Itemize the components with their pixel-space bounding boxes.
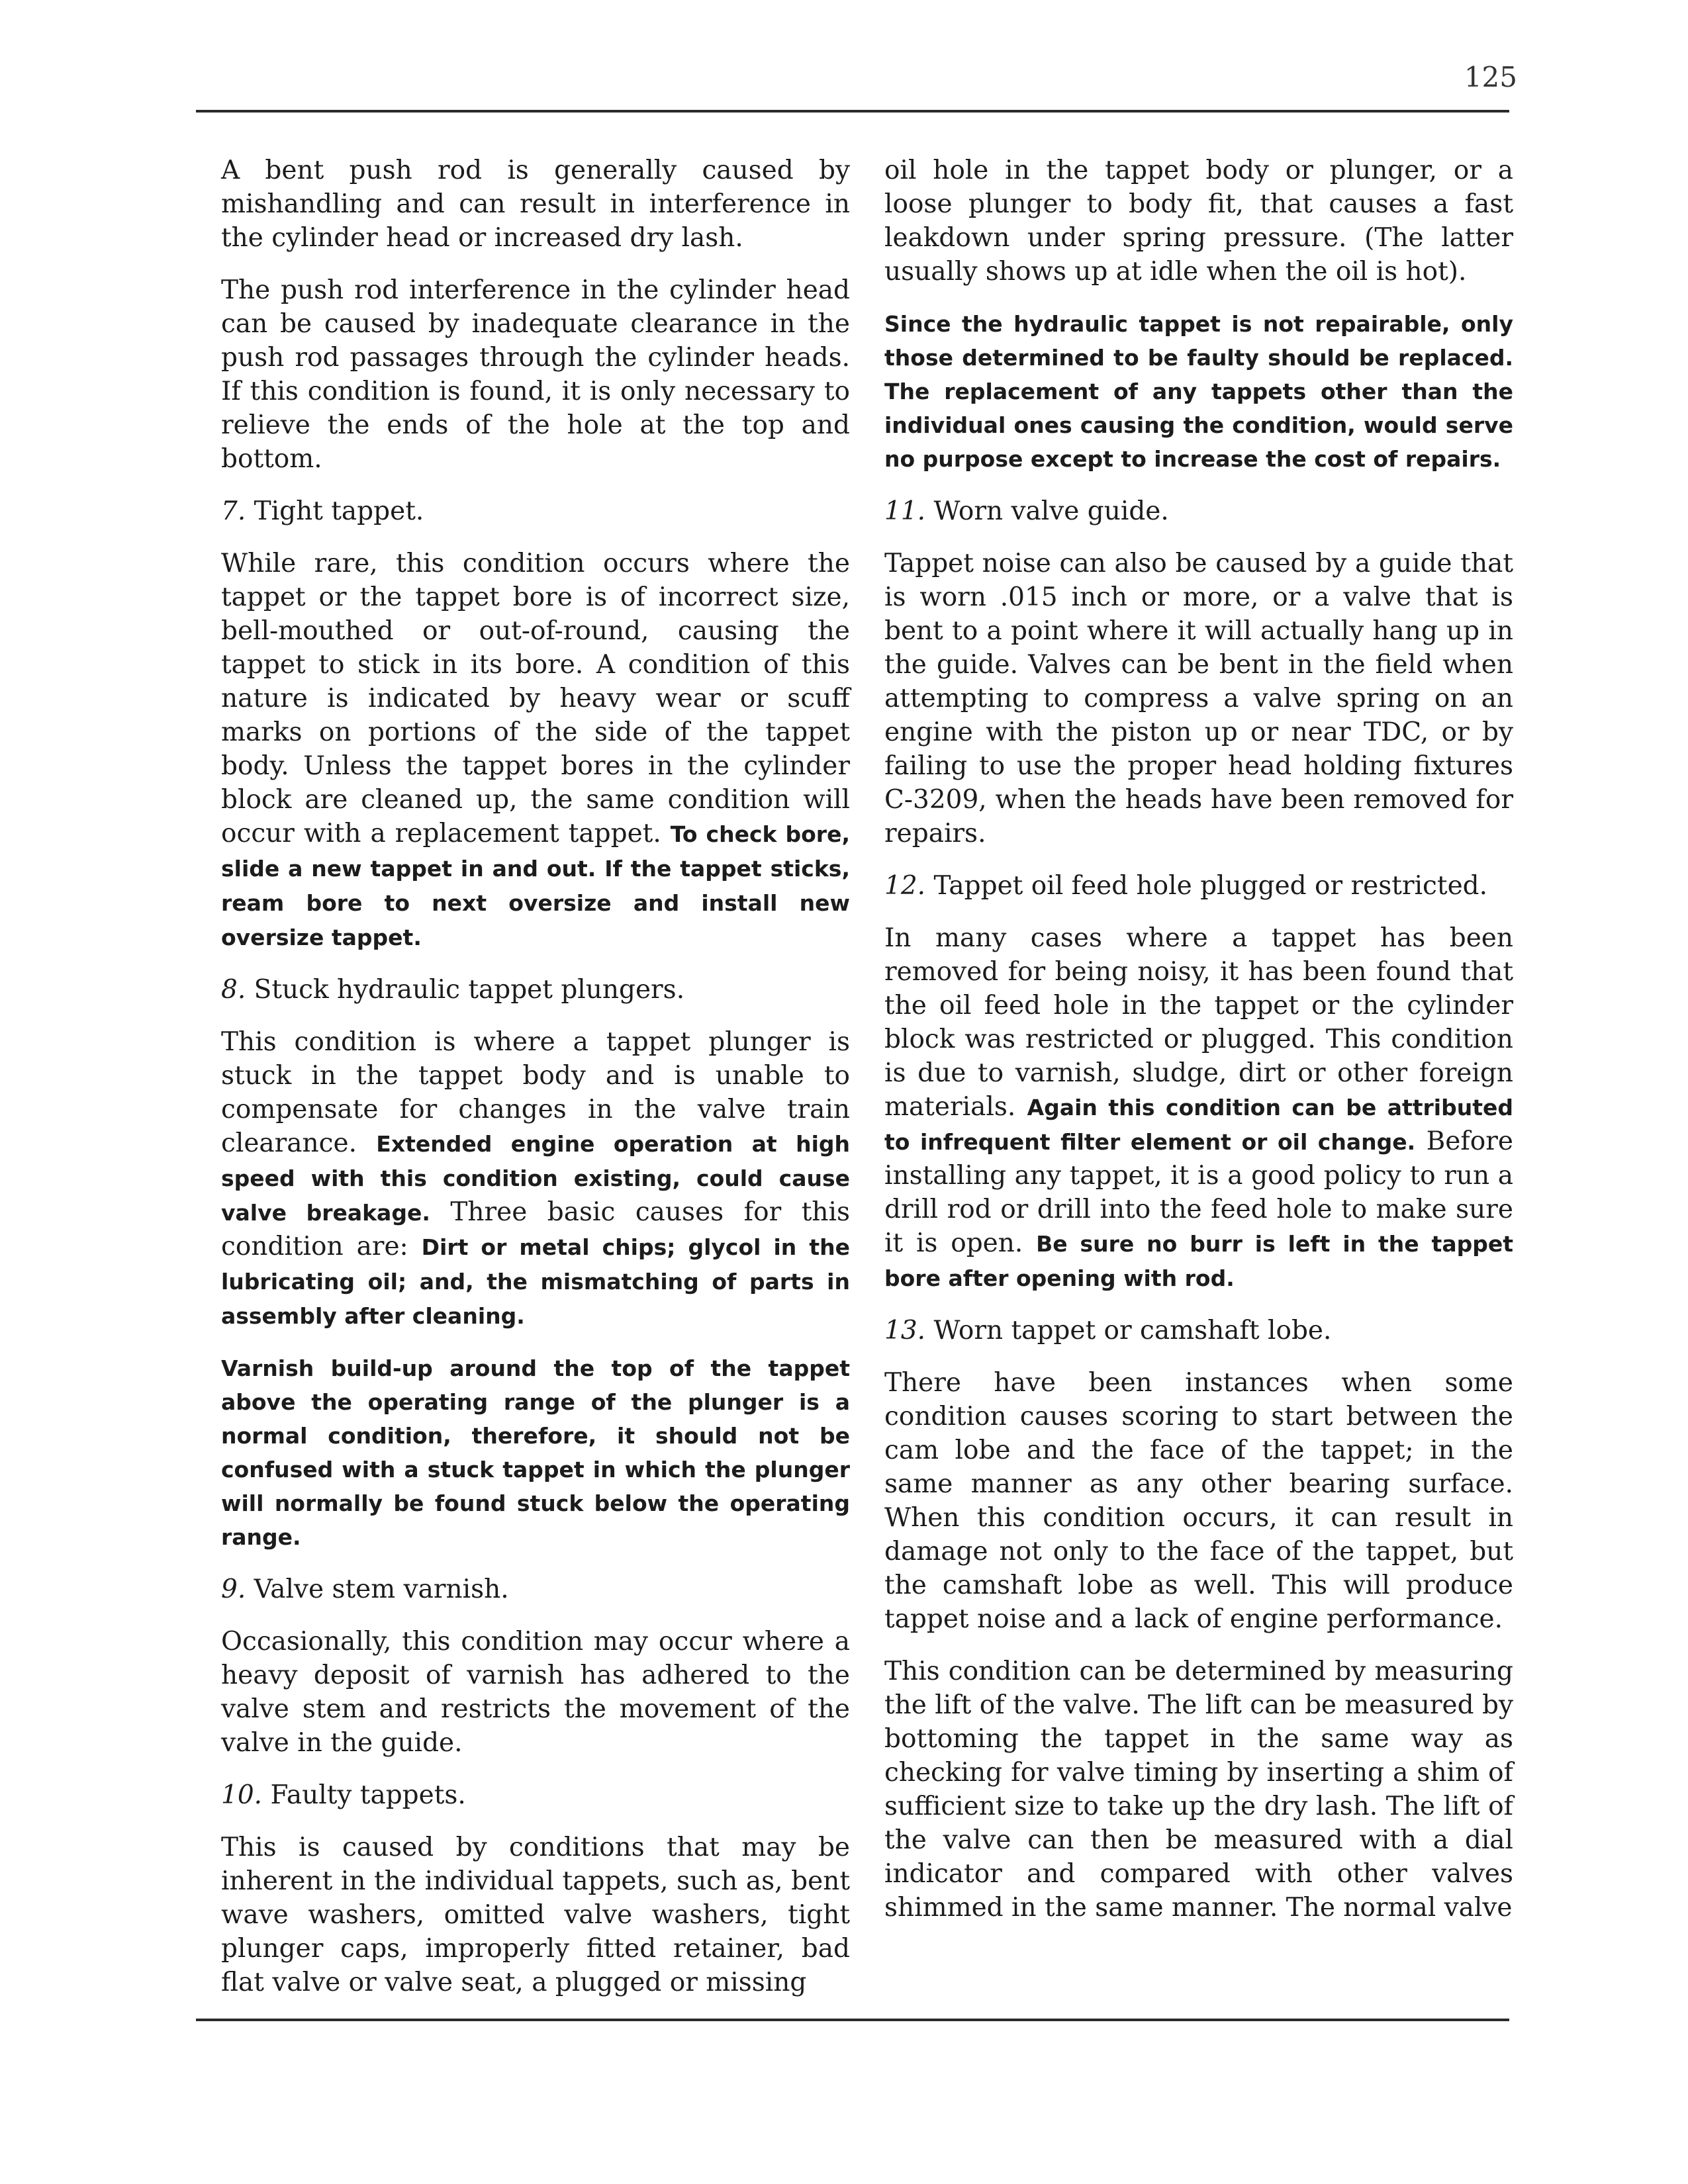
paragraph-text: This condition is where a tappet plunger is stuck in the tappet body and is unable to compensate for changes in the valve train clearance. [221, 1027, 850, 1158]
top-rule [196, 110, 1509, 113]
paragraph-text: In many cases where a tappet has been removed for being noisy, it has been found that the oil feed hole in the tappet or the cylinder block was restricted or plugged. This condition is due to varnish, sludge, dirt or other foreign materials. [884, 923, 1513, 1122]
paragraph [221, 1025, 850, 1333]
section-number: 11. [884, 496, 926, 526]
paragraph: oil hole in the tappet body or plunger, or a loose plunger to body fit, that causes a fast leakdown under spring pressure. (The latter usually shows up at idle when the oil is hot). [884, 156, 1513, 287]
paragraph [884, 921, 1513, 1295]
section-number: 13. [884, 1316, 926, 1345]
paragraph: There have been instances when some condition causes scoring to start between the cam lobe and the face of the tappet; in the same manner as any other bearing surface. When this condition occurs, it can result in damage not only to the face of the tappet, but the camshaft lobe as well. This will produce tappet noise and a lack of engine performance. [884, 1368, 1513, 1634]
section-title: Stuck hydraulic tappet plungers. [254, 975, 685, 1005]
section-number: 10. [221, 1780, 263, 1810]
section-number: 9. [221, 1574, 246, 1604]
section-title: Tight tappet. [254, 496, 424, 526]
section-title: Worn tappet or camshaft lobe. [933, 1316, 1332, 1345]
paragraph: This is caused by conditions that may be inherent in the individual tappets, such as, bent wave washers, omitted valve washers, tight plunger caps, improperly fitted retainer, bad flat valve or valve seat, a plugged or missing [221, 1833, 850, 1997]
section-heading [221, 1572, 850, 1606]
section-number: 8. [221, 975, 246, 1005]
section-heading [884, 869, 1513, 903]
bold-instruction: To check bore, slide a new tappet in and out. If the tappet sticks, ream bore to next oversize and install new oversize tappet. [221, 821, 850, 950]
bold-warning: Be sure no burr is left in the tappet bore after opening with rod. [884, 1231, 1513, 1291]
section-number: 12. [884, 871, 926, 901]
page-number: 125 [1464, 61, 1517, 93]
section-title: Tappet oil feed hole plugged or restricted. [933, 871, 1488, 901]
section-heading [221, 494, 850, 528]
bold-warning: Extended engine operation at high speed with this condition existing, could cause valve breakage. [221, 1131, 850, 1226]
section-heading [884, 1314, 1513, 1347]
bold-note: Again this condition can be attributed to infrequent filter element or oil change. [884, 1095, 1513, 1155]
bold-paragraph: Varnish build-up around the top of the tappet above the operating range of the plunger is a normal condition, therefore, it should not be confused with a stuck tappet in which the plunger will normally be found stuck below the operating range. [221, 1355, 850, 1550]
paragraph: A bent push rod is generally caused by mishandling and can result in interference in the cylinder head or increased dry lash. [221, 156, 850, 253]
paragraph-text: Before installing any tappet, it is a good policy to run a drill rod or drill into the feed hole to make sure it is open. [884, 1126, 1513, 1258]
right-column [884, 154, 1513, 1943]
left-column [221, 154, 850, 2018]
bottom-rule [196, 2019, 1509, 2021]
paragraph [221, 547, 850, 954]
paragraph: Tappet noise can also be caused by a guide that is worn .015 inch or more, or a valve that is bent to a point where it will actually hang up in the guide. Valves can be bent in the field when attempting to compress a valve spring on an engine with the piston up or near TDC, or by failing to use the proper head holding fixtures C-3209, when the heads have been removed for repairs. [884, 549, 1513, 848]
bold-causes: Dirt or metal chips; glycol in the lubricating oil; and, the mismatching of parts in assembly after cleaning. [221, 1234, 850, 1329]
section-title: Valve stem varnish. [254, 1574, 509, 1604]
section-title: Worn valve guide. [933, 496, 1169, 526]
section-number: 7. [221, 496, 246, 526]
paragraph-text: While rare, this condition occurs where the tappet or the tappet bore is of incorrect size, bell-mouthed or out-of-round, causing the tappet to stick in its bore. A condition of this nature is indicated by heavy wear or scuff marks on portions of the side of the tappet body. Unless the tappet bores in the cylinder block are cleaned up, the same condition will occur with a replacement tappet. [221, 549, 850, 848]
section-title: Faulty tappets. [270, 1780, 466, 1810]
bold-paragraph: Since the hydraulic tappet is not repairable, only those determined to be faulty should be replaced. The replacement of any tappets other than the individual ones causing the condition, would serve no purpose except to increase the cost of repairs. [884, 311, 1513, 472]
section-heading [884, 494, 1513, 528]
paragraph: The push rod interference in the cylinder head can be caused by inadequate clearance in the push rod passages through the cylinder heads. If this condition is found, it is only necessary to relieve the ends of the hole at the top and bottom. [221, 275, 850, 474]
paragraph-text: Three basic causes for this condition are: [221, 1197, 850, 1261]
paragraph: Occasionally, this condition may occur where a heavy deposit of varnish has adhered to the valve stem and restricts the movement of the valve in the guide. [221, 1627, 850, 1758]
section-heading [221, 1778, 850, 1812]
section-heading [221, 973, 850, 1007]
paragraph: This condition can be determined by measuring the lift of the valve. The lift can be measured by bottoming the tappet in the same way as checking for valve timing by inserting a shim of sufficient size to take up the dry lash. The lift of the valve can then be measured with a dial indicator and compared with other valves shimmed in the same manner. The normal valve [884, 1657, 1513, 1923]
